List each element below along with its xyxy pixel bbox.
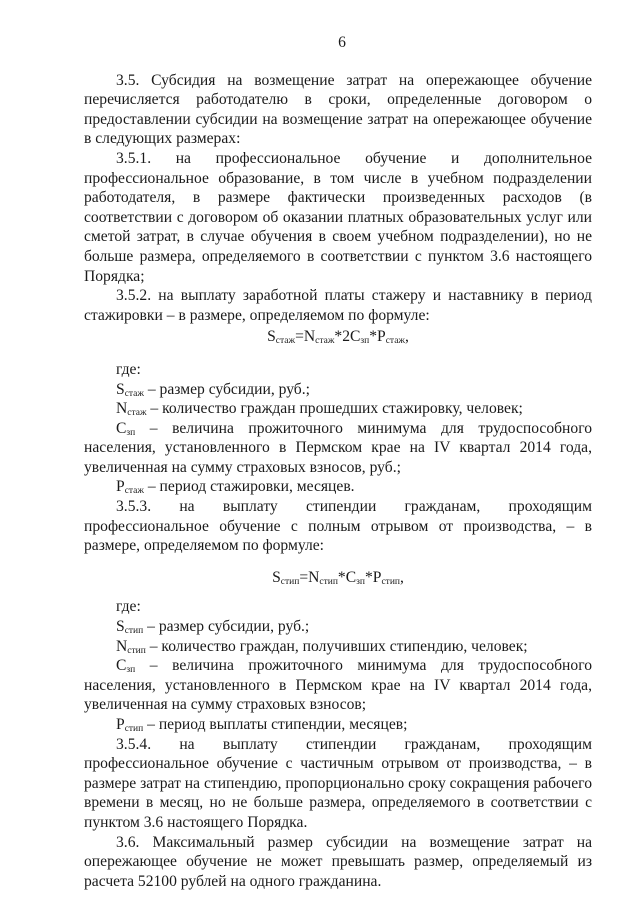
formula-symbol: C bbox=[116, 657, 127, 675]
formula-symbol: C bbox=[345, 568, 357, 586]
formula-symbol: C bbox=[116, 419, 127, 437]
definition-text: – количество граждан, получивших стипендию, человек; bbox=[145, 637, 528, 655]
paragraph-3-5-1: 3.5.1. на профессиональное обучение и дополнительное профессиональное образование, в том числе в учебном подразделении работодателя, в размере фактически произведенных расходов (в соответствии с договором об оказании платных образовательных услуг или сметой затрат, в случае обучения в своем учебном подразделении), но не больше размера, определяемого в соответствии с пунктом 3.6 настоящего Порядка; bbox=[84, 149, 592, 285]
formula-symbol: N bbox=[116, 400, 128, 418]
definition-c-zp-2 bbox=[84, 656, 592, 715]
paragraph-3-5: 3.5. Субсидия на возмещение затрат на опережающее обучение перечисляется работодателю в сроки, определенные договором о предоставлении субсидии на возмещение затрат на опережающее обучение в следующих размерах: bbox=[84, 71, 592, 148]
formula-symbol: N bbox=[116, 637, 128, 655]
formula-symbol: N bbox=[308, 568, 320, 586]
formula-subscript: стаж bbox=[127, 408, 147, 419]
formula-subscript: стип bbox=[381, 576, 400, 587]
definition-c-zp-1 bbox=[84, 419, 592, 478]
formula-symbol: S bbox=[116, 380, 125, 398]
formula-subscript: стаж bbox=[124, 388, 144, 399]
formula-subscript: зп bbox=[360, 336, 370, 347]
where-label-1: где: bbox=[116, 360, 141, 378]
formula-operator: , bbox=[404, 328, 409, 346]
formula-subscript: стаж bbox=[385, 336, 405, 347]
formula-subscript: стаж bbox=[275, 336, 296, 347]
formula-subscript: стаж bbox=[315, 336, 335, 347]
formula-operator: * bbox=[369, 328, 378, 346]
formula-operator: = bbox=[299, 568, 309, 586]
page-number: 6 bbox=[338, 34, 346, 51]
definition-s-stip bbox=[84, 617, 592, 637]
formula-subscript: стип bbox=[280, 576, 300, 587]
formula-symbol: P bbox=[377, 328, 386, 346]
definition-text: – размер субсидии, руб.; bbox=[143, 618, 310, 636]
formula-subscript: стип bbox=[319, 576, 338, 587]
definition-text: – размер субсидии, руб.; bbox=[143, 380, 310, 398]
formula-symbol: P bbox=[116, 478, 125, 496]
formula-subscript: стаж bbox=[124, 486, 144, 497]
definition-p-stazh bbox=[84, 477, 592, 497]
paragraph-3-5-2: 3.5.2. на выплату заработной платы стажеру и наставнику в период стажировки – в размере, определяемом по формуле: bbox=[84, 287, 592, 324]
formula-subscript: зп bbox=[126, 665, 136, 676]
paragraph-3-5-3: 3.5.3. на выплату стипендии гражданам, проходящим профессиональное обучение с полным отрывом от производства, – в размере, определяемом по формуле: bbox=[84, 498, 592, 555]
where-label-2: где: bbox=[116, 598, 141, 616]
formula-subscript: стип bbox=[127, 645, 146, 656]
formula-operator: * bbox=[364, 568, 373, 586]
formula-operator: , bbox=[400, 568, 404, 586]
definition-s-stazh bbox=[84, 380, 592, 400]
paragraph-3-5-4: 3.5.4. на выплату стипендии гражданам, проходящим профессиональное обучение с частичным отрывом от производства, – в размере затрат на стипендию, пропорционально сроку сокращения рабочего времени в месяц, но не больше размера, определяемого в соответствии с пунктом 3.6 настоящего Порядка. bbox=[84, 735, 592, 831]
definition-text: – период стажировки, месяцев. bbox=[143, 478, 355, 496]
definition-text: – количество граждан прошедших стажировку, человек; bbox=[146, 400, 523, 418]
paragraph-3-6: 3.6. Максимальный размер субсидии на возмещение затрат на опережающее обучение не может превышать размер, определяемый из расчета 52100 рублей на одного гражданина. bbox=[84, 833, 592, 890]
formula-stazh bbox=[84, 327, 592, 347]
definition-n-stazh bbox=[84, 399, 592, 419]
definition-n-stip bbox=[84, 637, 592, 657]
formula-symbol: C bbox=[349, 328, 361, 346]
formula-symbol: P bbox=[116, 716, 125, 733]
definition-text: – период выплаты стипендии, месяцев; bbox=[143, 716, 408, 733]
definition-p-stip bbox=[84, 715, 592, 735]
formula-symbol: N bbox=[303, 328, 316, 346]
formula-symbol: P bbox=[372, 568, 382, 586]
formula-symbol: S bbox=[267, 328, 276, 346]
formula-symbol: S bbox=[116, 618, 125, 636]
definition-text: – величина прожиточного минимума для трудоспособного населения, установленного в Пермском крае на IV квартал 2014 года, увеличенная на сумму страховых взносов; bbox=[84, 657, 592, 714]
formula-symbol: S bbox=[272, 568, 281, 586]
formula-stip bbox=[84, 568, 592, 588]
formula-subscript: стип bbox=[124, 626, 144, 637]
formula-subscript: стип bbox=[124, 724, 144, 734]
formula-subscript: зп bbox=[356, 576, 365, 587]
formula-operator: = bbox=[295, 328, 304, 346]
formula-operator: * bbox=[337, 568, 346, 586]
formula-subscript: зп bbox=[126, 427, 136, 438]
formula-operator: *2 bbox=[334, 328, 350, 346]
definition-text: – величина прожиточного минимума для трудоспособного населения, установленного в Пермском крае на IV квартал 2014 года, увеличенная на сумму страховых взносов, руб.; bbox=[84, 419, 592, 476]
